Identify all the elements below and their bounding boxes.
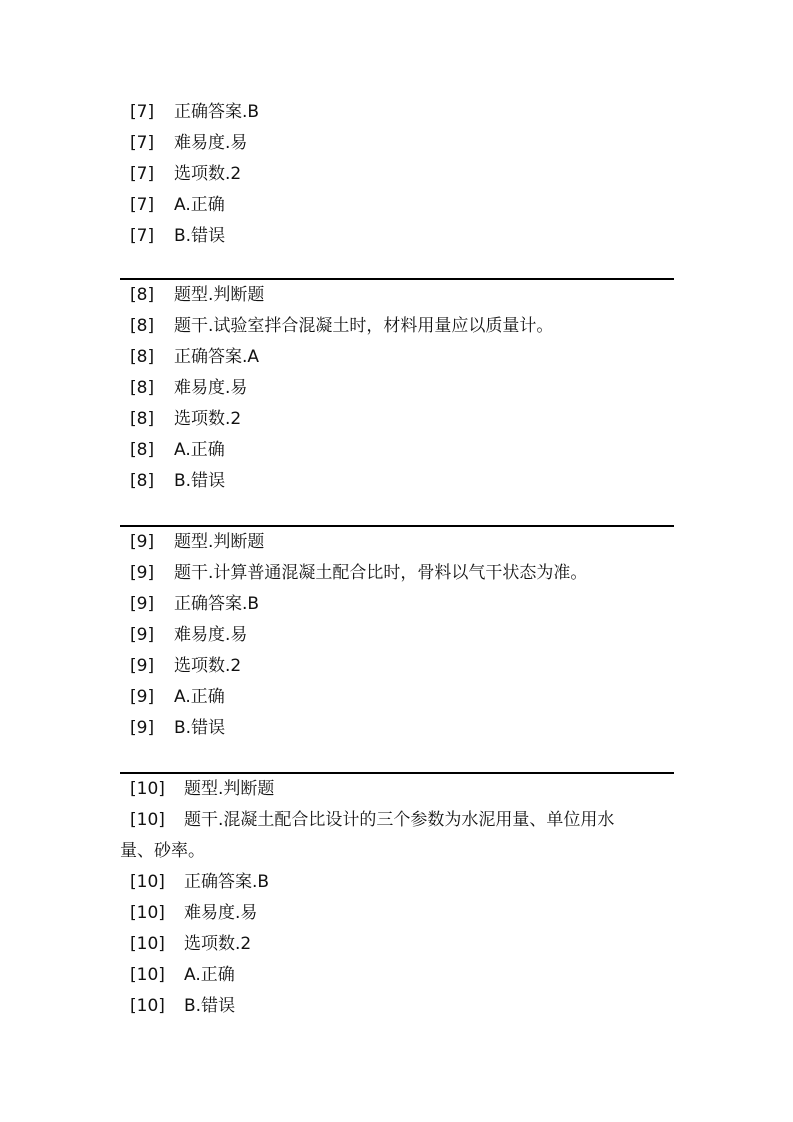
- question-tag: [7]: [130, 226, 155, 246]
- option-a-line: [120, 682, 674, 713]
- question-tag: [10]: [130, 934, 165, 954]
- line-text: 难易度.易: [184, 903, 258, 923]
- question-tag: [9]: [130, 656, 155, 676]
- question-tag: [8]: [130, 316, 155, 336]
- line-text: 难易度.易: [174, 625, 248, 645]
- stem-line: [120, 311, 674, 342]
- line-text: 选项数.2: [174, 656, 242, 676]
- line-text: 正确答案.B: [174, 102, 260, 122]
- difficulty-line: [120, 620, 674, 651]
- question-tag: [10]: [130, 965, 165, 985]
- line-text: A.正确: [184, 965, 235, 985]
- question-tag: [7]: [130, 164, 155, 184]
- stem-first-line: [130, 805, 650, 836]
- question-tag: [9]: [130, 563, 155, 583]
- question-tag: [8]: [130, 347, 155, 367]
- line-text: 题干.试验室拌合混凝土时，材料用量应以质量计。: [174, 316, 554, 336]
- line-text: 正确答案.B: [184, 872, 270, 892]
- difficulty-line: [120, 373, 674, 404]
- line-text: A.正确: [174, 195, 225, 215]
- question-tag: [10]: [130, 872, 165, 892]
- option-count-line: [120, 404, 674, 435]
- stem-line: [120, 805, 650, 867]
- answer-line: [120, 342, 674, 373]
- line-text: 选项数.2: [174, 409, 242, 429]
- line-text: A.正确: [174, 687, 225, 707]
- type-line: [120, 774, 674, 805]
- question-tag: [10]: [130, 810, 165, 830]
- question-tag: [8]: [130, 409, 155, 429]
- line-text: 题干.计算普通混凝土配合比时，骨料以气干状态为准。: [174, 563, 588, 583]
- option-a-line: [120, 190, 674, 221]
- line-text: 正确答案.B: [174, 594, 260, 614]
- question-tag: [8]: [130, 440, 155, 460]
- type-line: [120, 527, 674, 558]
- question-tag: [7]: [130, 102, 155, 122]
- answer-line: [120, 589, 674, 620]
- question-block-10: [120, 772, 674, 1022]
- question-tag: [7]: [130, 195, 155, 215]
- question-tag: [8]: [130, 285, 155, 305]
- question-block-8: [120, 278, 674, 497]
- line-text: 题型.判断题: [174, 532, 265, 552]
- line-text: 难易度.易: [174, 133, 248, 153]
- type-line: [120, 280, 674, 311]
- question-tag: [10]: [130, 779, 165, 799]
- line-text: 题干.混凝土配合比设计的三个参数为水泥用量、单位用水: [184, 810, 615, 830]
- option-count-line: [120, 651, 674, 682]
- option-count-line: [120, 159, 674, 190]
- question-tag: [9]: [130, 718, 155, 738]
- line-text: B.错误: [174, 718, 226, 738]
- option-a-line: [120, 960, 674, 991]
- answer-line: [120, 867, 674, 898]
- difficulty-line: [120, 898, 674, 929]
- line-text: B.错误: [184, 996, 236, 1016]
- line-text: B.错误: [174, 226, 226, 246]
- option-b-line: [120, 713, 674, 744]
- question-tag: [9]: [130, 687, 155, 707]
- question-block-9: [120, 525, 674, 744]
- line-text: 选项数.2: [174, 164, 242, 184]
- question-block-7: [120, 97, 674, 252]
- line-text: 难易度.易: [174, 378, 248, 398]
- line-text: 正确答案.A: [174, 347, 260, 367]
- option-b-line: [120, 466, 674, 497]
- option-a-line: [120, 435, 674, 466]
- question-tag: [9]: [130, 625, 155, 645]
- answer-line: [120, 97, 674, 128]
- question-tag: [10]: [130, 996, 165, 1016]
- question-tag: [10]: [130, 903, 165, 923]
- option-b-line: [120, 221, 674, 252]
- line-text: 题型.判断题: [184, 779, 275, 799]
- line-text: B.错误: [174, 471, 226, 491]
- question-tag: [8]: [130, 471, 155, 491]
- line-text: A.正确: [174, 440, 225, 460]
- line-text: 选项数.2: [184, 934, 252, 954]
- option-count-line: [120, 929, 674, 960]
- question-tag: [8]: [130, 378, 155, 398]
- stem-line: [120, 558, 674, 589]
- question-tag: [7]: [130, 133, 155, 153]
- stem-continuation: 量、砂率。: [120, 841, 205, 861]
- line-text: 题型.判断题: [174, 285, 265, 305]
- question-tag: [9]: [130, 594, 155, 614]
- option-b-line: [120, 991, 674, 1022]
- question-tag: [9]: [130, 532, 155, 552]
- difficulty-line: [120, 128, 674, 159]
